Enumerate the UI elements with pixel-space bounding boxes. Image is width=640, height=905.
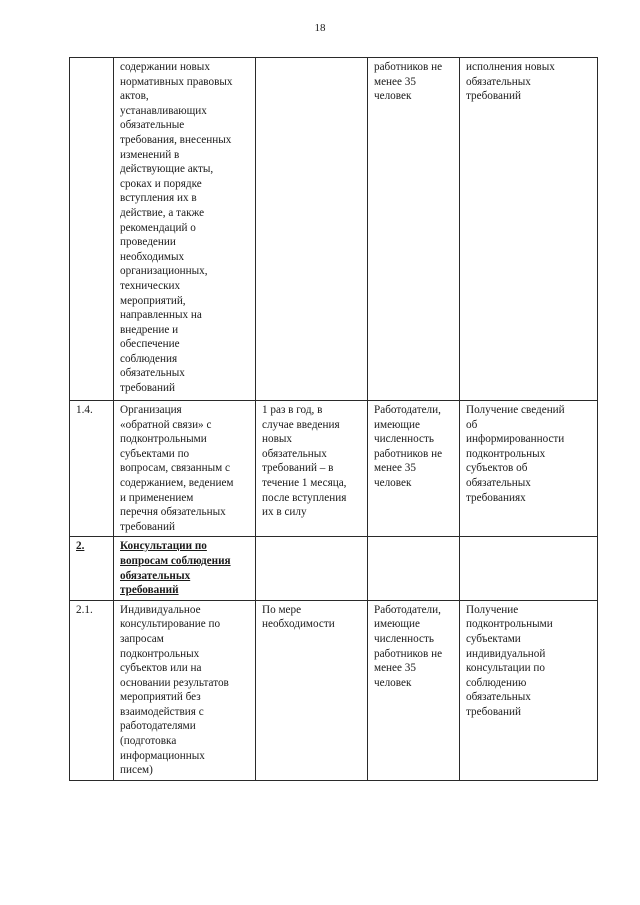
timing-cell — [256, 58, 368, 401]
page-number: 18 — [314, 22, 326, 34]
row-number: 1.4. — [70, 401, 114, 537]
measures-table — [69, 57, 598, 781]
timing-cell — [256, 537, 368, 600]
section-row — [70, 537, 598, 600]
timing-cell: По мере необходимости — [256, 600, 368, 780]
subjects-cell: работников не менее 35 человек — [368, 58, 460, 401]
result-cell: Получение сведений об информированности подконтрольных субъектов об обязательных требованиях — [460, 401, 598, 537]
result-cell: исполнения новых обязательных требований — [460, 58, 598, 401]
table-row — [70, 600, 598, 780]
section-title: Консультации по вопросам соблюдения обязательных требований — [114, 537, 256, 600]
activity-cell: содержании новых нормативных правовых актов, устанавливающих обязательные требования, внесенных изменений в действующие акты, сроках и порядке вступления их в действие, а также рекомендаций о проведении необходимых организационных, технических мероприятий, направленных на внедрение и обеспечение соблюдения обязательных требований — [114, 58, 256, 401]
activity-cell: Индивидуальное консультирование по запросам подконтрольных субъектов или на основании результатов мероприятий без взаимодействия с работодателями (подготовка информационных писем) — [114, 600, 256, 780]
result-cell: Получение подконтрольными субъектами индивидуальной консультации по соблюдению обязательных требований — [460, 600, 598, 780]
subjects-cell — [368, 537, 460, 600]
table-row — [70, 58, 598, 401]
row-number — [70, 58, 114, 401]
row-number: 2.1. — [70, 600, 114, 780]
timing-cell: 1 раз в год, в случае введения новых обязательных требований – в течение 1 месяца, после вступления их в силу — [256, 401, 368, 537]
result-cell — [460, 537, 598, 600]
table-row — [70, 401, 598, 537]
subjects-cell: Работодатели, имеющие численность работников не менее 35 человек — [368, 600, 460, 780]
subjects-cell: Работодатели, имеющие численность работников не менее 35 человек — [368, 401, 460, 537]
section-number: 2. — [70, 537, 114, 600]
activity-cell: Организация «обратной связи» с подконтрольными субъектами по вопросам, связанным с содержанием, ведением и применением перечня обязательных требований — [114, 401, 256, 537]
